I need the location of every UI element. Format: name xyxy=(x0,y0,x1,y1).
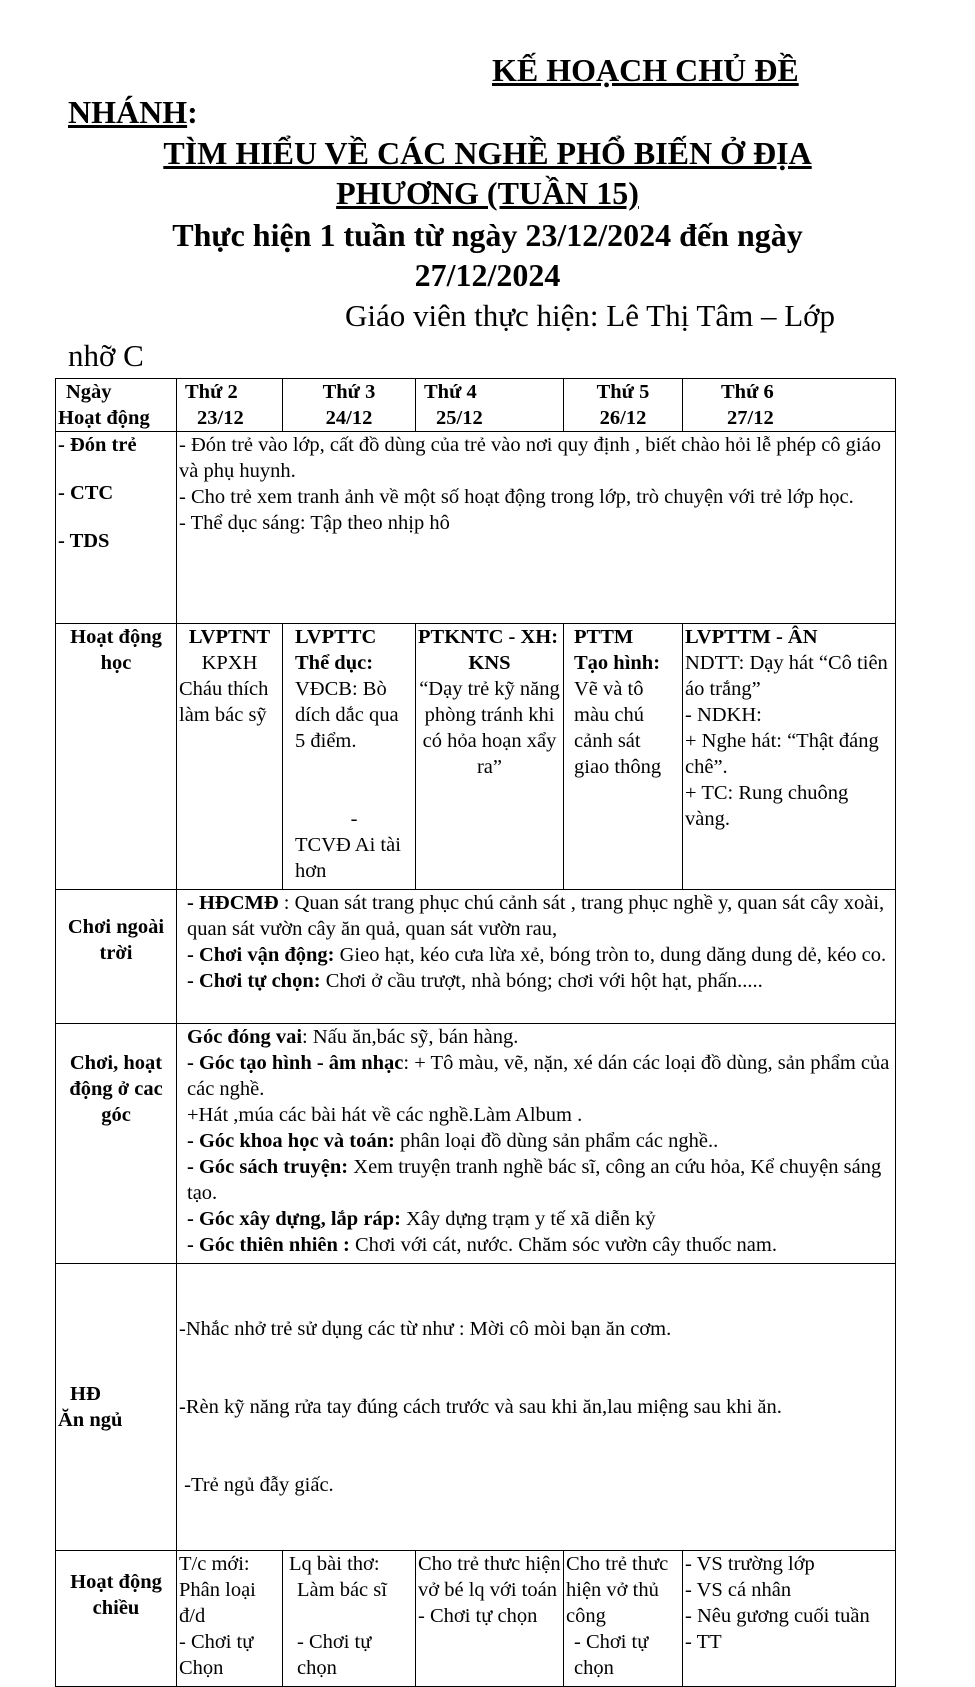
sub: KPXH xyxy=(201,652,258,674)
meal-line: -Rèn kỹ năng rửa tay đúng cách trước và sau khi ăn,lau miệng sau khi ăn. xyxy=(179,1396,782,1418)
header-corner xyxy=(56,379,177,432)
corner-item xyxy=(187,1102,893,1128)
line: - VS trường lớp xyxy=(685,1553,815,1575)
sub: KNS xyxy=(468,652,511,674)
item-bold: - HĐCMĐ xyxy=(187,892,279,914)
day-date: 25/12 xyxy=(436,407,483,429)
area: LVPTNT xyxy=(188,626,271,648)
outdoor-item xyxy=(187,968,893,994)
teacher-line-1: Giáo viên thực hiện: Lê Thị Tâm – Lớp xyxy=(345,298,836,333)
outdoor-content xyxy=(177,890,896,1024)
line: - Chơi tự chọn xyxy=(297,1631,372,1679)
corner-item xyxy=(187,1154,893,1206)
morning-row xyxy=(56,432,896,624)
meal-content xyxy=(177,1264,896,1551)
label-ctc: - CTC xyxy=(58,482,114,504)
morning-label xyxy=(56,432,177,624)
item-text: Xem truyện tranh nghề bác sĩ, công an cứu hỏa, Kể chuyện sáng tạo. xyxy=(187,1156,882,1204)
corner-item xyxy=(187,1128,893,1154)
teacher-line-2: nhỡ C xyxy=(68,338,144,373)
area: LVPTTM - ÂN xyxy=(685,626,818,648)
day-date: 26/12 xyxy=(599,407,647,429)
header-day-thu xyxy=(564,379,683,432)
afternoon-mon xyxy=(177,1551,283,1687)
corner-item xyxy=(187,1050,893,1102)
line: - Chơi tự chọn xyxy=(418,1605,538,1627)
day-name: Thứ 4 xyxy=(424,381,477,403)
label-welcome: - Đón trẻ xyxy=(58,434,137,456)
line: + TC: Rung chuông vàng. xyxy=(685,782,849,830)
item-text: Xây dựng trạm y tế xã diễn kỷ xyxy=(400,1208,656,1230)
item-text: : + Tô màu, vẽ, nặn, xé dán các loại đồ dùng, sản phẩm của các nghề. xyxy=(187,1052,890,1100)
corner-bottom: Hoạt động xyxy=(58,407,150,429)
learning-tue xyxy=(283,624,416,890)
topic-line-1: TÌM HIỂU VỀ CÁC NGHỀ PHỔ BIẾN Ở ĐỊA xyxy=(163,135,812,171)
item-bold: - Góc khoa học và toán: xyxy=(187,1130,395,1152)
item-text: Chơi với cát, nước. Chăm sóc vườn cây thuốc nam. xyxy=(349,1234,777,1256)
header-day-mon xyxy=(177,379,283,432)
day-date: 23/12 xyxy=(197,407,244,429)
content: “Dạy trẻ kỹ năng phòng tránh khi có hỏa hoạn xẩy ra” xyxy=(419,678,560,778)
day-date: 24/12 xyxy=(325,407,373,429)
morning-content xyxy=(177,432,896,624)
item-text: : Quan sát trang phục chú cảnh sát , trang phục nghề y, quan sát cây xoài, quan sát vườn cây ăn quả, quan sát vườn rau, xyxy=(187,892,885,940)
item-bold: - Góc tạo hình - âm nhạc xyxy=(187,1052,404,1074)
item-bold: - Góc sách truyện: xyxy=(187,1156,349,1178)
line: - Nêu gương cuối tuần xyxy=(685,1605,870,1627)
item-text: Chơi ở cầu trượt, nhà bóng; chơi với hột hạt, phấn..... xyxy=(320,970,763,992)
day-name: Thứ 5 xyxy=(596,381,650,403)
line: - Chơi tự Chọn xyxy=(179,1631,254,1679)
meal-label xyxy=(56,1264,177,1551)
line: NDTT: Dạy hát “Cô tiên áo trắng” xyxy=(685,652,888,700)
line: - TT xyxy=(685,1631,722,1653)
content: Vẽ và tô màu chú cảnh sát giao thông xyxy=(574,678,662,778)
header-row xyxy=(56,379,896,432)
day-date: 27/12 xyxy=(727,407,774,429)
item-bold: Góc đóng vai xyxy=(187,1026,303,1048)
corner-item xyxy=(187,1024,893,1050)
line: Lq bài thơ: xyxy=(289,1553,380,1575)
item-text: Gieo hạt, kéo cưa lừa xẻ, bóng tròn to, dung dăng dung dẻ, kéo co. xyxy=(334,944,887,966)
meal-line: -Nhắc nhở trẻ sử dụng các từ như : Mời cô mòi bạn ăn cơm. xyxy=(179,1318,672,1340)
afternoon-tue xyxy=(283,1551,416,1687)
header-day-wed xyxy=(416,379,564,432)
corners-label: Chơi, hoạt động ở cac góc xyxy=(56,1024,177,1264)
area: PTTM xyxy=(574,626,634,648)
meal-line: -Trẻ ngủ đẫy giấc. xyxy=(179,1474,334,1496)
line: Làm bác sĩ xyxy=(297,1579,387,1601)
game: TCVĐ Ai tài hơn xyxy=(295,834,401,882)
line: Cho trẻ thưc hiện vở thủ công xyxy=(566,1553,669,1627)
item-bold: - Chơi vận động: xyxy=(187,944,335,966)
period-heading xyxy=(0,215,975,295)
content: VĐCB: Bò dích dắc qua 5 điểm. xyxy=(295,678,399,752)
item-text: phân loại đồ dùng sản phẩm các nghề.. xyxy=(394,1130,719,1152)
afternoon-row xyxy=(56,1551,896,1687)
learning-wed xyxy=(416,624,564,890)
item-text: : Nấu ăn,bác sỹ, bán hàng. xyxy=(302,1026,519,1048)
learning-thu xyxy=(564,624,683,890)
afternoon-label: Hoạt động chiều xyxy=(56,1551,177,1687)
afternoon-thu xyxy=(564,1551,683,1687)
meal-row xyxy=(56,1264,896,1551)
line: - Chơi tự chọn xyxy=(574,1631,649,1679)
meal-label-top: HĐ xyxy=(70,1383,101,1405)
corner-item xyxy=(187,1232,893,1258)
content: Cháu thích làm bác sỹ xyxy=(179,678,269,726)
afternoon-wed xyxy=(416,1551,564,1687)
outdoor-row xyxy=(56,890,896,1024)
item-bold: - Chơi tự chọn: xyxy=(187,970,321,992)
branch-label-text: NHÁNH xyxy=(68,94,188,130)
learning-row xyxy=(56,624,896,890)
header-day-fri xyxy=(683,379,896,432)
morning-line: - Cho trẻ xem tranh ảnh về một số hoạt động trong lớp, trò chuyện với trẻ lớp học. xyxy=(179,486,854,508)
branch-label xyxy=(68,94,198,131)
meal-label-bottom: Ăn ngủ xyxy=(58,1409,123,1431)
outdoor-label: Chơi ngoài trời xyxy=(56,890,177,1024)
morning-line: - Đón trẻ vào lớp, cất đồ dùng của trẻ vào nơi quy định , biết chào hỏi lễ phép cô giáo và phụ huynh. xyxy=(179,434,881,482)
line: T/c mới: Phân loại đ/d xyxy=(179,1553,256,1627)
line: - VS cá nhân xyxy=(685,1579,792,1601)
branch-colon: : xyxy=(187,94,198,130)
line: - NDKH: xyxy=(685,704,762,726)
day-name: Thứ 6 xyxy=(721,381,774,403)
plan-title: KẾ HOẠCH CHỦ ĐỀ xyxy=(492,52,799,88)
outdoor-item xyxy=(187,942,893,968)
label-tds: - TDS xyxy=(58,530,110,552)
learning-mon xyxy=(177,624,283,890)
corner-top: Ngày xyxy=(66,381,112,403)
day-name: Thứ 3 xyxy=(322,381,376,403)
morning-line: - Thể dục sáng: Tập theo nhịp hô xyxy=(179,512,450,534)
day-name: Thứ 2 xyxy=(185,381,238,403)
learning-fri xyxy=(683,624,896,890)
dash: - xyxy=(350,808,358,830)
item-bold: - Góc thiên nhiên : xyxy=(187,1234,350,1256)
area: PTKNTC - XH: xyxy=(418,626,559,648)
sub: Thể dục: xyxy=(295,652,374,674)
topic-line-2: PHƯƠNG (TUẦN 15) xyxy=(336,175,639,211)
line: + Nghe hát: “Thật đáng chê”. xyxy=(685,730,879,778)
area: LVPTTC xyxy=(295,626,377,648)
period-line-2: 27/12/2024 xyxy=(414,257,561,293)
sub: Tạo hình: xyxy=(574,652,661,674)
header-day-tue xyxy=(283,379,416,432)
period-line-1: Thực hiện 1 tuần từ ngày 23/12/2024 đến ngày xyxy=(172,217,803,253)
item-text: +Hát ,múa các bài hát về các nghề.Làm Album . xyxy=(187,1104,583,1126)
topic-heading xyxy=(0,133,975,213)
corners-row xyxy=(56,1024,896,1264)
line: Cho trẻ thưc hiện vở bé lq với toán xyxy=(418,1553,561,1601)
item-bold: - Góc xây dựng, lắp ráp: xyxy=(187,1208,401,1230)
afternoon-fri xyxy=(683,1551,896,1687)
corners-content xyxy=(177,1024,896,1264)
corner-item xyxy=(187,1206,893,1232)
plan-table xyxy=(55,378,896,1687)
learning-label: Hoạt động học xyxy=(56,624,177,890)
outdoor-item xyxy=(187,890,893,942)
